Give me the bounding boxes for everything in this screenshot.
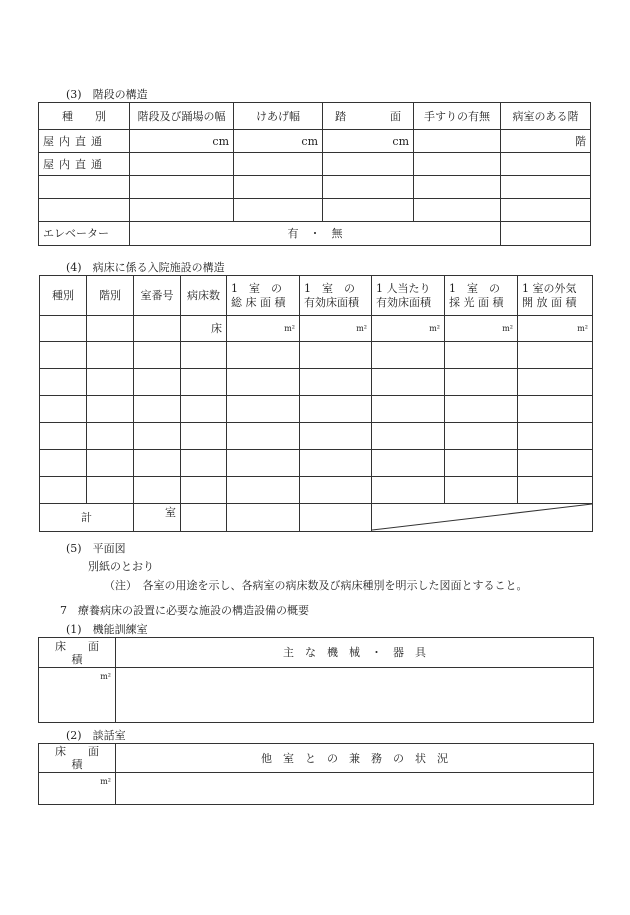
- wards-header-lighting-area: [445, 276, 518, 316]
- width-cell[interactable]: cm: [130, 130, 234, 153]
- ward-beds-cell[interactable]: [181, 450, 227, 477]
- ward-per-person-cell[interactable]: [372, 342, 445, 369]
- stairs-header-handrail: 手すりの有無: [414, 103, 501, 130]
- header-line: 総 床 面 積: [231, 295, 286, 309]
- ward-ventilation-area-cell[interactable]: [518, 450, 593, 477]
- ward-lighting-area-cell[interactable]: [445, 342, 518, 369]
- ward-ventilation-area-cell[interactable]: [518, 342, 593, 369]
- ward-ventilation-area-cell[interactable]: [518, 369, 593, 396]
- ward-room-no-cell[interactable]: [134, 342, 181, 369]
- lounge-area-cell[interactable]: m²: [39, 773, 116, 805]
- ward-type-cell[interactable]: [40, 316, 87, 342]
- width-cell[interactable]: [130, 176, 234, 199]
- stairs-header-tread: 踏 面: [323, 103, 414, 130]
- lounge-table: [38, 743, 594, 805]
- ward-lighting-area-cell[interactable]: [445, 396, 518, 423]
- wards-heading: (4) 病床に係る入院施設の構造: [66, 261, 225, 274]
- wards-table: [39, 275, 593, 532]
- ward-per-person-cell[interactable]: [372, 450, 445, 477]
- riser-cell[interactable]: [234, 176, 323, 199]
- ward-type-cell[interactable]: [40, 450, 87, 477]
- header-line: 1 室 の: [304, 281, 355, 295]
- ward-ventilation-area-cell[interactable]: [518, 423, 593, 450]
- training-area-cell[interactable]: m²: [39, 668, 116, 723]
- ward-beds-cell[interactable]: [181, 423, 227, 450]
- training-room-heading: (1) 機能訓練室: [66, 623, 148, 636]
- ward-beds-cell[interactable]: [181, 396, 227, 423]
- ward-total-area-cell[interactable]: [227, 423, 300, 450]
- header-line: 有効床面積: [304, 295, 359, 309]
- ward-floor-cell[interactable]: [501, 153, 591, 176]
- ward-room-no-cell[interactable]: [134, 423, 181, 450]
- ward-effective-area-cell[interactable]: [300, 369, 372, 396]
- tread-cell[interactable]: cm: [323, 130, 414, 153]
- ward-lighting-area-cell[interactable]: [445, 450, 518, 477]
- stairs-header-width: 階段及び踊場の幅: [130, 103, 234, 130]
- wards-header-per-person: [372, 276, 445, 316]
- ward-effective-area-cell[interactable]: [300, 477, 372, 504]
- ward-beds-cell[interactable]: [181, 342, 227, 369]
- stairs-heading: (3) 階段の構造: [66, 88, 148, 101]
- tread-cell[interactable]: [323, 153, 414, 176]
- header-line: 採 光 面 積: [449, 295, 504, 309]
- total-room-count-cell[interactable]: 室: [134, 504, 181, 532]
- elevator-choice[interactable]: 有 ・ 無: [130, 222, 501, 246]
- ward-lighting-area-cell[interactable]: [445, 477, 518, 504]
- ward-per-person-cell[interactable]: m²: [372, 316, 445, 342]
- riser-cell[interactable]: cm: [234, 130, 323, 153]
- wards-header-type: 種別: [40, 276, 87, 316]
- table-row: [40, 369, 593, 396]
- total-label: 計: [40, 504, 134, 532]
- ward-floor-cell[interactable]: [87, 316, 134, 342]
- ward-type-cell[interactable]: [40, 423, 87, 450]
- total-slash-cell: [372, 504, 593, 532]
- tread-cell[interactable]: [323, 176, 414, 199]
- ward-floor-cell[interactable]: [501, 199, 591, 222]
- ward-floor-cell[interactable]: [501, 176, 591, 199]
- stairs-type-cell: 屋内直通: [39, 130, 130, 153]
- wards-header-beds: 病床数: [181, 276, 227, 316]
- ward-type-cell[interactable]: [40, 477, 87, 504]
- ward-ventilation-area-cell[interactable]: m²: [518, 316, 593, 342]
- stairs-type-cell: 屋内直通: [39, 153, 130, 176]
- ward-room-no-cell[interactable]: [134, 316, 181, 342]
- header-line: 1 人当たり: [376, 281, 431, 295]
- wards-header-room-no: 室番号: [134, 276, 181, 316]
- ward-total-area-cell[interactable]: m²: [227, 316, 300, 342]
- ward-type-cell[interactable]: [40, 342, 87, 369]
- total-beds-cell[interactable]: [181, 504, 227, 532]
- ward-floor-cell[interactable]: [87, 396, 134, 423]
- diagonal-line: [372, 504, 592, 531]
- ward-beds-cell[interactable]: 床: [181, 316, 227, 342]
- riser-cell[interactable]: [234, 153, 323, 176]
- total-effective-area-cell[interactable]: [300, 504, 372, 532]
- stairs-header-riser: けあげ幅: [234, 103, 323, 130]
- ward-total-area-cell[interactable]: [227, 396, 300, 423]
- ward-room-no-cell[interactable]: [134, 450, 181, 477]
- ward-per-person-cell[interactable]: [372, 423, 445, 450]
- ward-floor-cell[interactable]: [87, 450, 134, 477]
- stairs-header-ward-floor: 病室のある階: [501, 103, 591, 130]
- lounge-heading: (2) 談話室: [66, 729, 126, 742]
- ward-floor-cell[interactable]: [87, 423, 134, 450]
- floor-plan-heading: (5) 平面図: [66, 542, 126, 555]
- wards-header-effective-area: [300, 276, 372, 316]
- stairs-header-type: 種 別: [39, 103, 130, 130]
- stairs-type-cell[interactable]: [39, 199, 130, 222]
- ward-per-person-cell[interactable]: [372, 396, 445, 423]
- ward-effective-area-cell[interactable]: [300, 342, 372, 369]
- table-row: [40, 450, 593, 477]
- ward-lighting-area-cell[interactable]: [445, 369, 518, 396]
- ward-effective-area-cell[interactable]: [300, 396, 372, 423]
- table-row: [40, 396, 593, 423]
- table-row: [40, 342, 593, 369]
- elevator-ward-floor-cell[interactable]: [501, 222, 591, 246]
- lounge-shared-use-header: 他 室 と の 兼 務 の 状 況: [116, 744, 594, 773]
- ward-effective-area-cell[interactable]: [300, 423, 372, 450]
- section7-heading: 7 療養病床の設置に必要な施設の構造設備の概要: [60, 604, 309, 617]
- wards-header-floor: 階別: [87, 276, 134, 316]
- ward-type-cell[interactable]: [40, 369, 87, 396]
- ward-room-no-cell[interactable]: [134, 396, 181, 423]
- ward-ventilation-area-cell[interactable]: [518, 477, 593, 504]
- ward-type-cell[interactable]: [40, 396, 87, 423]
- ward-per-person-cell[interactable]: [372, 477, 445, 504]
- riser-cell[interactable]: [234, 199, 323, 222]
- stairs-type-cell[interactable]: [39, 176, 130, 199]
- table-row: [40, 477, 593, 504]
- stairs-table: [38, 102, 591, 246]
- header-line: 1 室 の: [231, 281, 282, 295]
- width-cell[interactable]: [130, 153, 234, 176]
- wards-header-total-area: [227, 276, 300, 316]
- training-area-header: 床 面 積: [39, 638, 116, 668]
- training-room-table: [38, 637, 594, 723]
- ward-floor-cell[interactable]: [87, 369, 134, 396]
- handrail-cell[interactable]: [414, 176, 501, 199]
- elevator-label: エレベーター: [39, 222, 130, 246]
- ward-room-no-cell[interactable]: [134, 369, 181, 396]
- ward-beds-cell[interactable]: [181, 477, 227, 504]
- lounge-shared-use-cell[interactable]: [116, 773, 594, 805]
- ward-effective-area-cell[interactable]: [300, 450, 372, 477]
- ward-total-area-cell[interactable]: [227, 369, 300, 396]
- ward-total-area-cell[interactable]: [227, 450, 300, 477]
- ward-effective-area-cell[interactable]: m²: [300, 316, 372, 342]
- header-line: 有効床面積: [376, 295, 431, 309]
- floor-plan-note: 別紙のとおり: [88, 560, 154, 573]
- ward-lighting-area-cell[interactable]: [445, 423, 518, 450]
- table-row: [40, 423, 593, 450]
- ward-lighting-area-cell[interactable]: m²: [445, 316, 518, 342]
- wards-header-ventilation-area: [518, 276, 593, 316]
- total-total-area-cell[interactable]: [227, 504, 300, 532]
- ward-per-person-cell[interactable]: [372, 369, 445, 396]
- handrail-cell[interactable]: [414, 153, 501, 176]
- width-cell[interactable]: [130, 199, 234, 222]
- lounge-area-header: 床 面 積: [39, 744, 116, 773]
- header-line: 1 室の外気: [522, 281, 577, 295]
- ward-total-area-cell[interactable]: [227, 477, 300, 504]
- tread-cell[interactable]: [323, 199, 414, 222]
- ward-floor-cell[interactable]: [87, 477, 134, 504]
- training-equipment-cell[interactable]: [116, 668, 594, 723]
- header-line: 開 放 面 積: [522, 295, 577, 309]
- ward-room-no-cell[interactable]: [134, 477, 181, 504]
- floor-plan-instruction: （注） 各室の用途を示し、各病室の病床数及び病床種別を明示した図面とすること。: [104, 579, 528, 592]
- training-equipment-header: 主 な 機 械 ・ 器 具: [116, 638, 594, 668]
- ward-floor-cell[interactable]: 階: [501, 130, 591, 153]
- header-line: 1 室 の: [449, 281, 500, 295]
- ward-total-area-cell[interactable]: [227, 342, 300, 369]
- handrail-cell[interactable]: [414, 130, 501, 153]
- handrail-cell[interactable]: [414, 199, 501, 222]
- ward-ventilation-area-cell[interactable]: [518, 396, 593, 423]
- ward-beds-cell[interactable]: [181, 369, 227, 396]
- ward-floor-cell[interactable]: [87, 342, 134, 369]
